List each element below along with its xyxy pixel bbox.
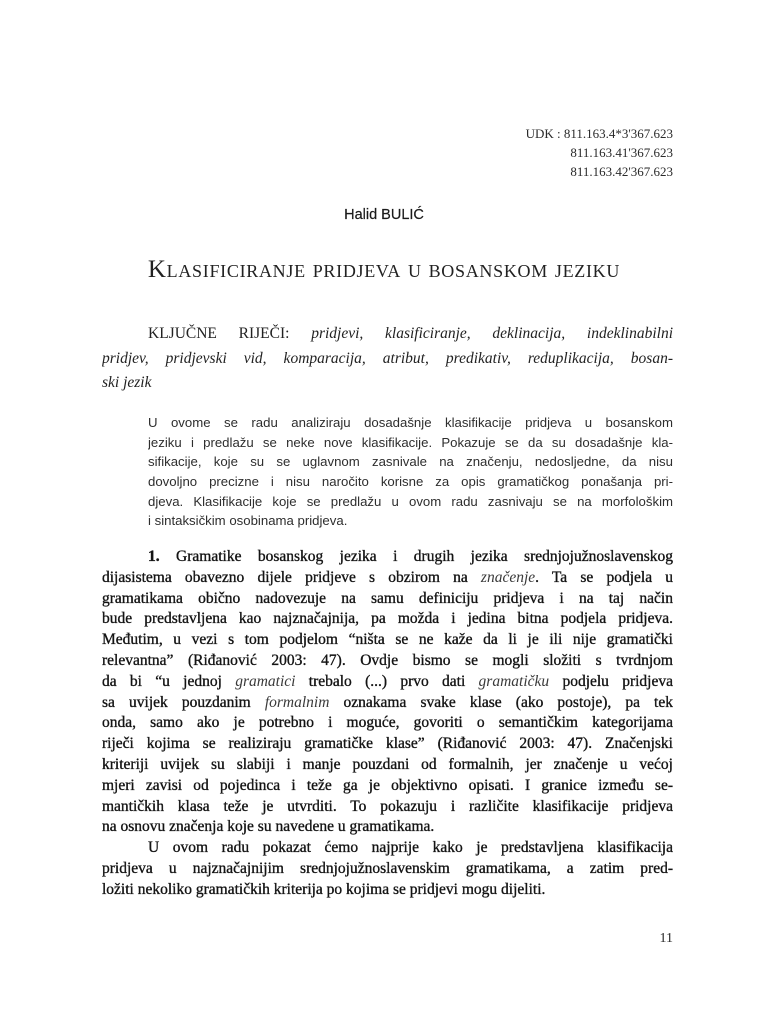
- body-line: [102, 630, 673, 651]
- text-run: riječi kojima se realiziraju gramatičke klase” (Riđanović 2003: 47). Značenjski: [102, 735, 673, 753]
- text-run: oznakama svake klase (ako postoje), pa tek: [329, 693, 673, 711]
- article-body: [102, 547, 673, 901]
- keywords-text: pridjev, pridjevski vid, komparacija, atribut, predikativ, reduplikacija, bosan-: [102, 349, 673, 367]
- keywords-line: [102, 322, 673, 347]
- text-run: dovoljno precizne i nisu naročito korisne za opis gramatičkog ponašanja pri-: [148, 474, 673, 490]
- udk-line: [526, 124, 673, 143]
- body-line: [102, 797, 673, 818]
- body-line: [102, 755, 673, 776]
- emphasis: gramatici: [235, 672, 296, 690]
- text-run: podjelu pridjeva: [549, 672, 673, 690]
- emphasis: formalnim: [264, 693, 330, 711]
- body-line: [102, 672, 673, 693]
- udk-line: [526, 143, 673, 162]
- abstract-line: [148, 472, 673, 492]
- text-run: bude predstavljena kao najznačajnija, pa možda i jedina bitna podjela pridjeva.: [102, 610, 673, 628]
- text-run: sifikacije, koje su se uglavnom zasnivale na značenju, nedosljedne, da nisu: [148, 454, 673, 470]
- body-line: [102, 568, 673, 589]
- udk-code: 811.163.4*3'367.623: [563, 126, 673, 141]
- text-run: ložiti nekoliko gramatičkih kriterija po kojima se pridjevi mogu dijeliti.: [102, 880, 546, 898]
- body-line: [102, 589, 673, 610]
- author-name: Halid BULIĆ: [344, 207, 424, 223]
- abstract-line: [148, 492, 673, 512]
- article-title: Klasificiranje pridjeva u bosanskom jeziku: [147, 256, 621, 283]
- udk-code: 811.163.41'367.623: [570, 145, 673, 160]
- text-run: na osnovu značenja koje su navedene u gramatikama.: [102, 818, 435, 836]
- abstract-line: [148, 452, 673, 472]
- body-line: [102, 547, 673, 568]
- page-number: 11: [659, 931, 673, 946]
- text-run: onda, samo ako je potrebno i moguće, govoriti o semantičkim kategorijama: [102, 714, 673, 732]
- keywords-block: [102, 322, 673, 396]
- emphasis: gramatičku: [478, 672, 550, 690]
- udk-line: [526, 162, 673, 181]
- text-run: pridjeva u najznačajnijim srednjojužnoslavenskim gramatikama, a zatim pred-: [102, 859, 673, 877]
- abstract-line: [148, 511, 673, 531]
- keywords-line: [102, 371, 673, 396]
- text-run: Međutim, u vezi s tom podjelom “ništa se ne kaže da li je ili nije gramatički: [102, 631, 673, 649]
- body-line: [102, 817, 673, 838]
- text-run: djeva. Klasifikacije koje se predlažu u ovom radu zasnivaju se na morfološkim: [148, 493, 673, 509]
- text-run: mjeri zavisi od pojedinca i teže ga je objektivno opisati. I granice između se-: [102, 776, 673, 794]
- keywords-text: pridjevi, klasificiranje, deklinacija, indeklinabilni: [311, 325, 673, 342]
- abstract-block: [148, 413, 673, 531]
- text-run: U ovome se radu analiziraju dosadašnje klasifikacije pridjeva u bosanskom: [148, 415, 673, 430]
- body-line: [102, 880, 673, 901]
- text-run: . Ta se podjela u: [535, 568, 673, 586]
- text-run: U ovom radu pokazat ćemo najprije kako je predstavljena klasifikacija: [148, 839, 673, 857]
- body-line: [102, 693, 673, 714]
- text-run: jeziku i predlažu se neke nove klasifikacije. Pokazuje se da su dosadašnje kla-: [148, 434, 673, 450]
- text-run: dijasistema obavezno dijele pridjeve s obzirom na: [102, 568, 481, 586]
- abstract-line: [148, 433, 673, 453]
- udk-label: UDK :: [525, 126, 561, 141]
- abstract-line: [148, 413, 673, 433]
- text-run: trebalo (...) prvo dati: [295, 672, 479, 690]
- keywords-text: ski jezik: [102, 374, 152, 391]
- text-run: i sintaksičkim osobinama pridjeva.: [148, 513, 348, 529]
- text-run: gramatikama obično nadovezuje na samu definiciju pridjeva i na taj način: [102, 589, 673, 607]
- keywords-line: [102, 347, 673, 372]
- body-paragraph: [102, 838, 673, 900]
- text-run: Gramatike bosanskog jezika i drugih jezika srednjojužnoslavenskog: [176, 548, 673, 565]
- body-line: [102, 734, 673, 755]
- body-line: [102, 609, 673, 630]
- text-run: da bi “u jednoj: [102, 672, 236, 690]
- keywords-label: KLJUČNE RIJEČI:: [148, 325, 290, 342]
- body-line: [102, 651, 673, 672]
- emphasis: značenje: [480, 568, 536, 586]
- udk-classification: [526, 124, 673, 181]
- body-line: [102, 859, 673, 880]
- body-line: [102, 776, 673, 797]
- text-run: sa uvijek pouzdanim: [102, 693, 265, 711]
- body-line: [102, 838, 673, 859]
- section-number: 1.: [148, 548, 160, 565]
- text-run: relevantna” (Riđanović 2003: 47). Ovdje bismo se mogli složiti s tvrdnjom: [102, 651, 673, 669]
- text-run: mantičkih klasa teže je utvrditi. To pokazuju i različite klasifikacije pridjeva: [102, 797, 673, 815]
- body-paragraph: [102, 547, 673, 838]
- udk-code: 811.163.42'367.623: [570, 164, 673, 179]
- text-run: kriteriji uvijek su slabiji i manje pouzdani od formalnih, jer značenje u većoj: [102, 755, 673, 773]
- body-line: [102, 713, 673, 734]
